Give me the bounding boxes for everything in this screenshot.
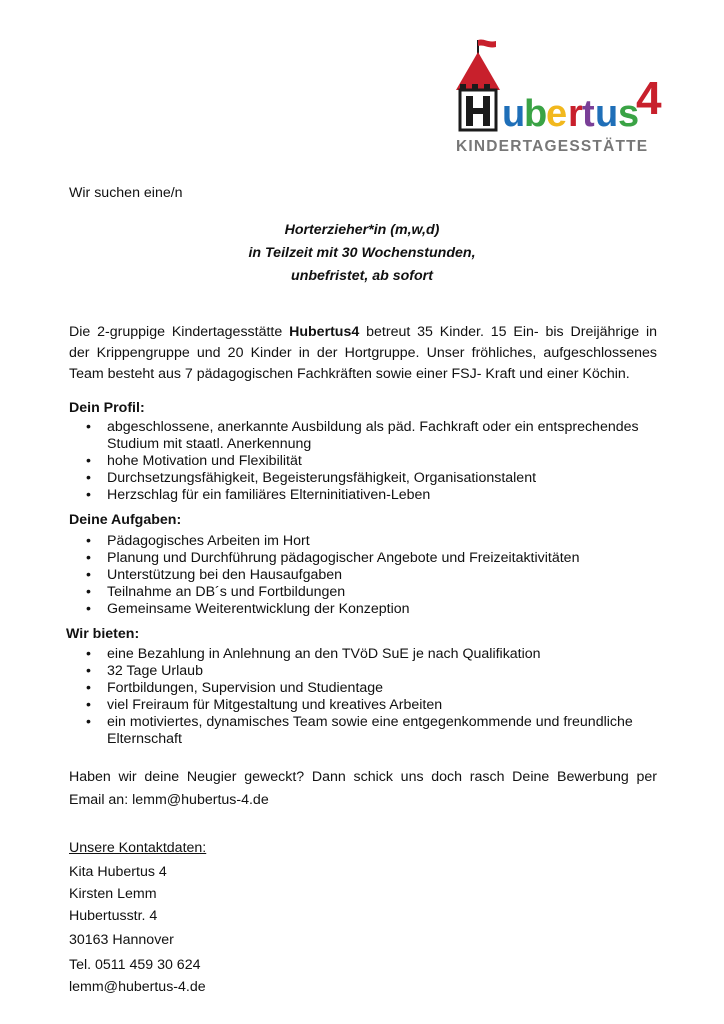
list-item: • hohe Motivation und Flexibilität	[69, 453, 669, 470]
list-item: • Planung und Durchführung pädagogischer Angebote und Freizeitaktivitäten	[69, 550, 669, 567]
list-item: • Durchsetzungsfähigkeit, Begeisterungsfähigkeit, Organisationstalent	[69, 470, 669, 487]
list-item: • abgeschlossene, anerkannte Ausbildung als päd. Fachkraft oder ein entsprechendes Studium mit staatl. Anerkennung	[69, 419, 669, 453]
profile-list	[69, 419, 669, 504]
tasks-heading: Deine Aufgaben:	[69, 512, 182, 528]
svg-text:u: u	[595, 93, 619, 135]
description-line-2: der Krippengruppe und 20 Kinder in der Hortgruppe. Unser fröhliches, aufgeschlossenes	[69, 345, 657, 361]
contact-line-phone: Tel. 0511 459 30 624	[69, 957, 201, 973]
svg-text:t: t	[582, 93, 595, 135]
contact-heading: Unsere Kontaktdaten:	[69, 840, 207, 856]
contact-line-person: Kirsten Lemm	[69, 886, 157, 902]
list-item: • Pädagogisches Arbeiten im Hort	[69, 533, 669, 550]
svg-text:4: 4	[636, 72, 662, 124]
logo-tagline: KINDERTAGESSTÄTTE	[456, 138, 649, 155]
contact-line-email: lemm@hubertus-4.de	[69, 979, 206, 995]
contact-line-org: Kita Hubertus 4	[69, 864, 167, 880]
contact-line-street: Hubertusstr. 4	[69, 908, 158, 924]
contact-line-city: 30163 Hannover	[69, 932, 174, 948]
svg-text:s: s	[618, 93, 640, 135]
list-item: • viel Freiraum für Mitgestaltung und kreatives Arbeiten	[69, 697, 669, 714]
cta-line-1: Haben wir deine Neugier geweckt? Dann schick uns doch rasch Deine Bewerbung per	[69, 769, 657, 785]
svg-text:b: b	[524, 93, 548, 135]
intro-text: Wir suchen eine/n	[69, 185, 183, 201]
description-line-3: Team besteht aus 7 pädagogischen Fachkräften sowie einer FSJ- Kraft und einer Köchin.	[69, 366, 630, 382]
svg-text:u: u	[502, 93, 526, 135]
profile-heading: Dein Profil:	[69, 400, 145, 416]
list-item: • Unterstützung bei den Hausaufgaben	[69, 567, 669, 584]
description-paragraph	[69, 322, 657, 385]
list-item: • Gemeinsame Weiterentwicklung der Konzeption	[69, 601, 669, 618]
logo-graphic	[452, 38, 666, 156]
list-item: • eine Bezahlung in Anlehnung an den TVöD SuE je nach Qualifikation	[69, 646, 669, 663]
job-title-line-3: unbefristet, ab sofort	[291, 268, 433, 284]
svg-text:r: r	[568, 93, 583, 135]
description-line-1: Die 2-gruppige Kindertagesstätte Hubertus4 betreut 35 Kinder. 15 Ein- bis Dreijährige in	[69, 324, 657, 340]
job-title-line-2: in Teilzeit mit 30 Wochenstunden,	[248, 245, 476, 261]
list-item: • 32 Tage Urlaub	[69, 663, 669, 680]
cta-paragraph	[69, 766, 657, 812]
flag-icon	[478, 40, 496, 48]
list-item: • Fortbildungen, Supervision und Studientage	[69, 680, 669, 697]
offer-list	[69, 646, 669, 748]
list-item: • ein motiviertes, dynamisches Team sowie eine entgegenkommende und freundliche Elternschaft	[69, 714, 669, 748]
job-title: Horterzieher*in (m,w,d)	[284, 222, 440, 238]
tasks-list	[69, 533, 669, 618]
cta-line-2: Email an: lemm@hubertus-4.de	[69, 792, 269, 808]
list-item: • Teilnahme an DB´s und Fortbildungen	[69, 584, 669, 601]
kita-logo	[452, 38, 666, 156]
kita-name: Hubertus4	[289, 324, 360, 340]
offer-heading: Wir bieten:	[66, 626, 140, 642]
svg-text:e: e	[546, 93, 568, 135]
list-item: • Herzschlag für ein familiäres Elterninitiativen-Leben	[69, 487, 669, 504]
